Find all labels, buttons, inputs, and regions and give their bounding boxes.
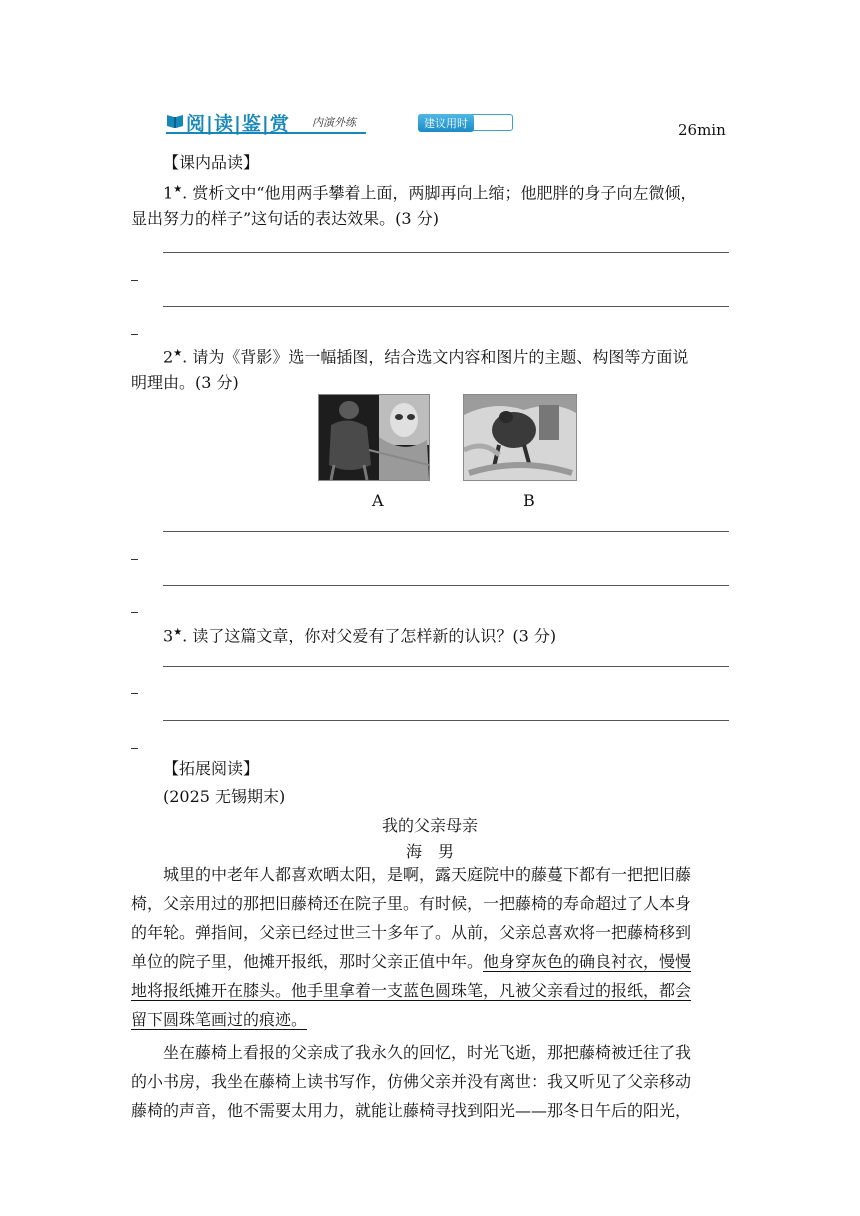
answer-line[interactable] — [163, 252, 729, 253]
source-note: (2025 无锡期末) — [163, 787, 286, 806]
question-number: 3 — [163, 626, 174, 646]
answer-line-end — [131, 280, 138, 281]
underlined-sentence: 地将报纸摊开在膝头。他手里拿着一支蓝色圆珠笔，凡被父亲看过的报纸，都会 — [131, 981, 692, 1000]
article-title: 我的父亲母亲 — [381, 816, 478, 835]
answer-line[interactable] — [163, 720, 729, 721]
article-paragraph-2 — [131, 1038, 731, 1125]
suggested-time-value: 26min — [678, 121, 726, 139]
illustration-a-label: A — [372, 491, 384, 510]
suggested-time-badge: 建议用时 — [418, 114, 474, 132]
paragraph-line: 城里的中老年人都喜欢晒太阳，是啊，露天庭院中的藤蔓下都有一把把旧藤 — [163, 865, 692, 884]
paragraph-line: 坐在藤椅上看报的父亲成了我永久的回忆，时光飞逝，那把藤椅被迁往了我 — [163, 1043, 692, 1062]
answer-line-end — [131, 748, 138, 749]
question-text: . 赏析文中“他用两手攀着上面，两脚再向上缩；他肥胖的身子向左微倾， — [182, 183, 697, 203]
question-text: . 读了这篇文章，你对父爱有了怎样新的认识？(3 分) — [182, 626, 557, 646]
question-text: . 请为《背影》选一幅插图，结合选文内容和图片的主题、构图等方面说 — [182, 347, 689, 367]
star-icon: ★ — [173, 184, 183, 195]
answer-line[interactable] — [163, 531, 729, 532]
question-1 — [163, 175, 697, 207]
star-icon: ★ — [173, 627, 183, 638]
underlined-sentence: 留下圆珠笔画过的痕迹。 — [131, 1010, 308, 1029]
section-heading-in-class: 【课内品读】 — [163, 153, 260, 172]
article-paragraph-1 — [131, 860, 731, 1034]
section-banner-title: 阅|读|鉴|赏 — [186, 113, 290, 135]
answer-line[interactable] — [163, 306, 729, 307]
question-1-continued: 显出努力的样子”这句话的表达效果。(3 分) — [131, 209, 439, 228]
answer-line-end — [131, 612, 138, 613]
star-icon: ★ — [173, 348, 183, 359]
section-banner-subtitle: 内演外练 — [312, 116, 356, 129]
question-number: 2 — [163, 347, 174, 367]
answer-line[interactable] — [163, 666, 729, 667]
section-heading-extended: 【拓展阅读】 — [163, 759, 260, 778]
paragraph-line: 的小书房，我坐在藤椅上读书写作，仿佛父亲并没有离世：我又听见了父亲移动 — [131, 1072, 692, 1091]
paragraph-line: 椅，父亲用过的那把旧藤椅还在院子里。有时候，一把藤椅的寿命超过了人本身 — [131, 894, 692, 913]
answer-line-end — [131, 559, 138, 560]
illustration-a[interactable] — [318, 394, 430, 481]
answer-line-end — [131, 693, 138, 694]
underlined-sentence: 他身穿灰色的确良衬衣，慢慢 — [483, 952, 692, 971]
question-3 — [163, 618, 556, 650]
banner-underline — [166, 132, 366, 134]
illustration-b[interactable] — [463, 394, 577, 481]
illustration-b-label: B — [523, 491, 535, 510]
question-2 — [163, 339, 688, 371]
paragraph-line: 藤椅的声音，他不需要太用力，就能让藤椅寻找到阳光——那冬日午后的阳光， — [131, 1101, 692, 1120]
header-banner — [166, 111, 516, 135]
book-icon — [166, 112, 184, 130]
question-number: 1 — [163, 183, 174, 203]
answer-line[interactable] — [163, 585, 729, 586]
plain-text: 单位的院子里，他摊开报纸，那时父亲正值中年。 — [131, 952, 484, 971]
article-author: 海 男 — [405, 842, 454, 861]
answer-line-end — [131, 334, 138, 335]
question-2-continued: 明理由。(3 分) — [131, 373, 239, 392]
paragraph-line — [131, 947, 731, 976]
paragraph-line: 的年轮。弹指间，父亲已经过世三十多年了。从前，父亲总喜欢将一把藤椅移到 — [131, 923, 692, 942]
